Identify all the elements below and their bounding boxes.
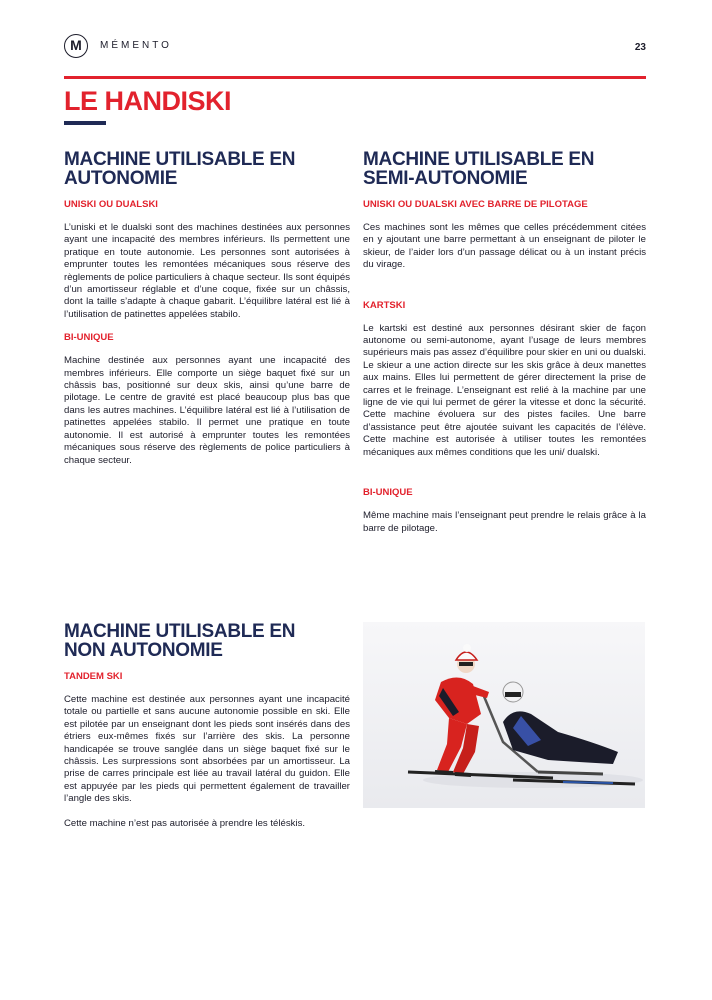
heading-line: NON AUTONOMIE [64, 640, 223, 661]
page-number: 23 [634, 42, 646, 53]
paragraph: Machine destinée aux personnes ayant une incapacité des membres inférieurs. Elle comporte un siège baquet fixé sur un châssis bas, positionné sur deux skis, ainsi qu’une barre de pilotage. Le centre de gravité est placé beaucoup plus bas que dans les autres machines. L’équilibre latéral est lié à l’utilisation de patinettes appelées stabilo. Il permet une pratique en toute autonomie. Il est autorisé à emprunter toutes les remontées mécaniques sous réserve des règlements de police particuliers à chaque secteur. [64, 355, 350, 466]
heading-line: MACHINE UTILISABLE EN [64, 149, 296, 170]
heading-line: AUTONOMIE [64, 168, 178, 189]
section-semi-autonomie [363, 150, 646, 535]
paragraph: Ces machines sont les mêmes que celles précédemment citées en y ajoutant une barre permettant à un enseignant de piloter le skieur, de l’aider lors d’un passage délicat ou à un instant précis du virage. [363, 222, 646, 271]
paragraph: Le kartski est destiné aux personnes désirant skier de façon autonome ou semi-autonome, ayant l’usage de leurs membres supérieurs mais pas assez d’équilibre pour skier en uni ou dualski. Le skieur a une action directe sur les skis grâce à deux manettes aux mains. Elles lui permettent de gérer directement la prise de carres et le freinage. L’enseignant est relié à la machine par une ligne de vie qui lui permet de gérer la vitesse et donc la sécurité. Cette machine évoluera sur des pistes faciles. Une barre d’assistance peut être ajoutée suivant les capacités de l’élève. Cette machine est autorisée à utiliser toutes les remontées mécaniques aux mêmes conditions que les uni/ dualski. [363, 322, 646, 458]
section-non-autonomie [64, 622, 350, 830]
memento-logo: M [64, 34, 88, 58]
tandem-ski-photo [363, 622, 645, 808]
subheading: BI-UNIQUE [363, 487, 413, 499]
header-divider [64, 76, 646, 79]
heading-line: SEMI-AUTONOMIE [363, 168, 528, 189]
paragraph: Même machine mais l’enseignant peut prendre le relais grâce à la barre de pilotage. [363, 510, 646, 534]
subheading: UNISKI OU DUALSKI [64, 199, 158, 210]
subheading: KARTSKI [363, 299, 406, 311]
brand-name: MÉMENTO [100, 40, 172, 51]
subheading: TANDEM SKI [64, 671, 123, 682]
page-header [64, 34, 646, 62]
heading-line: MACHINE UTILISABLE EN [363, 149, 595, 170]
heading-line: MACHINE UTILISABLE EN [64, 621, 296, 642]
subheading: UNISKI OU DUALSKI AVEC BARRE DE PILOTAGE [363, 199, 588, 210]
section-heading [64, 150, 350, 188]
title-underline [64, 121, 106, 125]
page-title: LE HANDISKI [64, 86, 232, 116]
tandem-ski-illustration [363, 622, 645, 808]
section-heading [64, 622, 350, 660]
subheading: BI-UNIQUE [64, 332, 114, 344]
section-autonomie [64, 150, 350, 467]
paragraph: Cette machine n’est pas autorisée à prendre les téléskis. [64, 817, 306, 829]
paragraph: Cette machine est destinée aux personnes ayant une incapacité totale ou partielle et sans aucune autonomie possible en ski. Elle est pilotée par un enseignant dont les pieds sont insérés dans des étriers eux-mêmes fixés sur l’arrière des skis. La personne handicapée se trouve sanglée dans un siège baquet fixé sur le châssis. Les surpressions sont absorbées par un amortisseur. La prise de carres principale est liée au travail latéral du guidon. Elle est appuyée par les pieds qui permettent également de travailler l’angle des skis. [64, 694, 350, 805]
section-heading [363, 150, 646, 188]
paragraph: L’uniski et le dualski sont des machines destinées aux personnes ayant une incapacité des membres inférieurs. Ils permettent une pratique en toute autonomie. Les personnes sont autorisées à emprunter toutes les remontées mécaniques sous réserve des règlements de police particuliers à chaque secteur. Ils sont équipés d’un amortisseur réglable et d’une coque, fixée sur un châssis, dont la taille s’adapte à chaque gabarit. L’équilibre latéral est lié à l’utilisation de patinettes appelées stabilo. [64, 222, 350, 320]
